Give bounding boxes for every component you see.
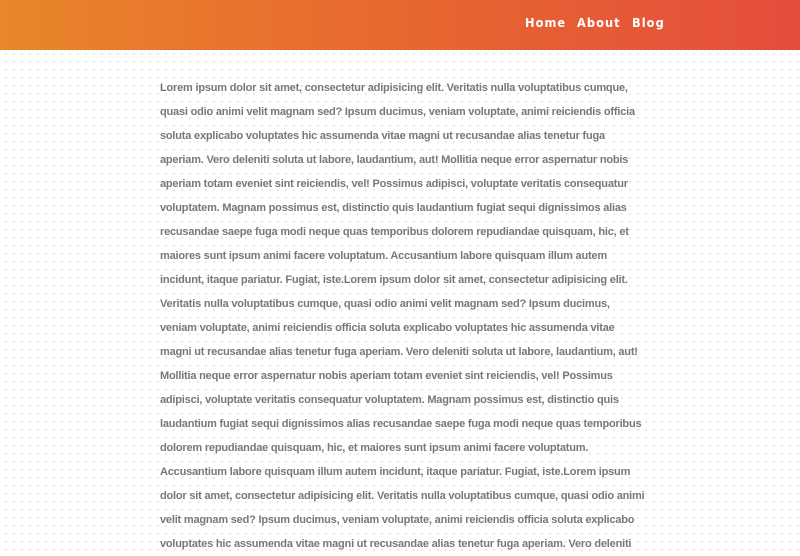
nav-link-about[interactable]: About <box>577 16 621 30</box>
main-content <box>160 76 645 556</box>
body-paragraph: Lorem ipsum dolor sit amet, consectetur adipisicing elit. Veritatis nulla voluptatibus cumque, quasi odio animi velit magnam sed? Ipsum ducimus, veniam voluptate, animi reiciendis officia soluta explicabo voluptates hic assumenda vitae magni ut recusandae alias tenetur fuga aperiam. Vero deleniti soluta ut labore, laudantium, aut! Mollitia neque error aspernatur nobis aperiam totam eveniet sint reiciendis, vel! Possimus adipisci, voluptate veritatis consequatur voluptatem. Magnam possimus est, distinctio quis laudantium fugiat sequi dignissimos alias recusandae saepe fuga modi neque quas temporibus dolorem repudiandae quisquam, hic, et maiores sunt ipsum animi facere voluptatum. Accusantium labore quisquam illum autem incidunt, itaque pariatur. Fugiat, iste.Lorem ipsum dolor sit amet, consectetur adipisicing elit. Veritatis nulla voluptatibus cumque, quasi odio animi velit magnam sed? Ipsum ducimus, veniam voluptate, animi reiciendis officia soluta explicabo voluptates hic assumenda vitae magni ut recusandae alias tenetur fuga aperiam. Vero deleniti soluta ut labore, laudantium, aut! Mollitia neque error aspernatur nobis aperiam totam eveniet sint reiciendis, vel! Possimus adipisci, voluptate veritatis consequatur voluptatem. Magnam possimus est, distinctio quis laudantium fugiat sequi dignissimos alias recusandae saepe fuga modi neque quas temporibus dolorem repudiandae quisquam, hic, et maiores sunt ipsum animi facere voluptatum. Accusantium labore quisquam illum autem incidunt, itaque pariatur. Fugiat, iste.Lorem ipsum dolor sit amet, consectetur adipisicing elit. Veritatis nulla voluptatibus cumque, quasi odio animi velit magnam sed? Ipsum ducimus, veniam voluptate, animi reiciendis officia soluta explicabo voluptates hic assumenda vitae magni ut recusandae alias tenetur fuga aperiam. Vero deleniti <box>160 82 645 550</box>
main-nav <box>525 0 667 46</box>
nav-link-home[interactable]: Home <box>525 16 567 30</box>
site-header <box>0 0 800 50</box>
nav-link-blog[interactable]: Blog <box>632 16 666 30</box>
